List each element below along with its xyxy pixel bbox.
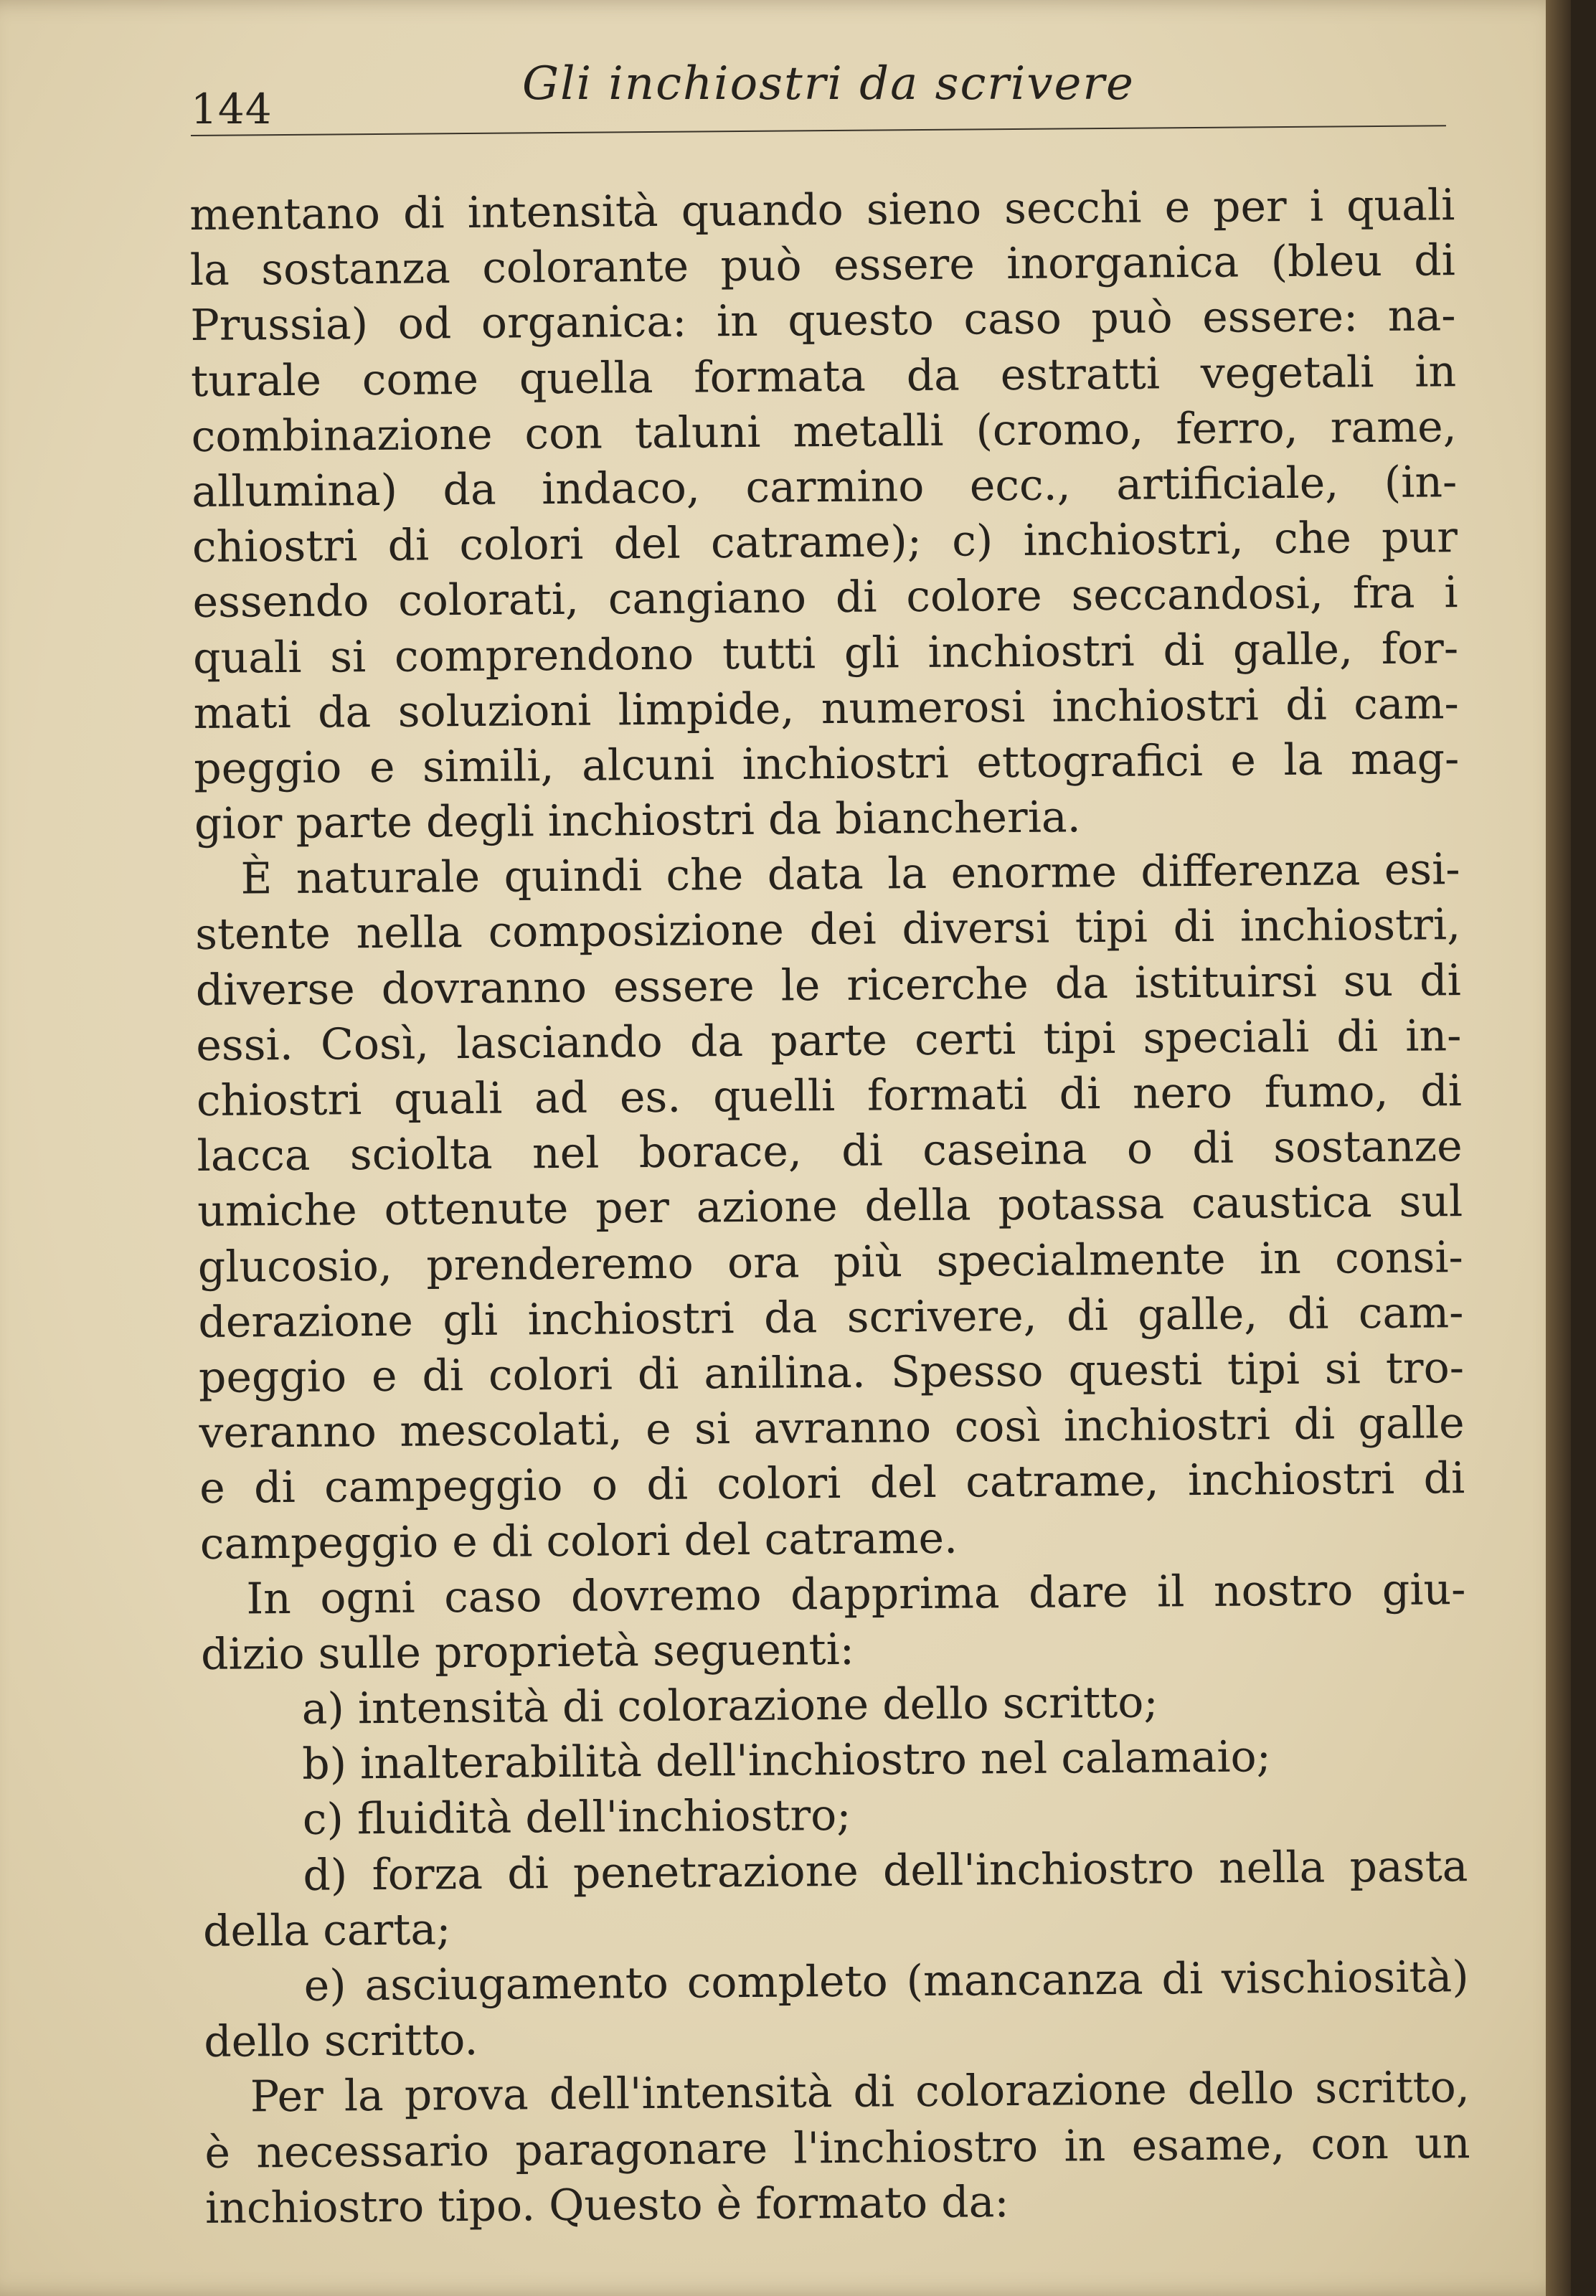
text-line: dizio sulle proprietà seguenti:: [200, 1624, 855, 1680]
text-line: quali si comprendono tutti gli inchiostri di galle, for-: [192, 623, 1459, 684]
text-line: inchiostro tipo. Questo è formato da:: [204, 2176, 1009, 2234]
text-line: essendo colorati, cangiano di colore seccandosi, fra i: [192, 567, 1458, 628]
book-spine: [1546, 0, 1571, 2296]
text-line: allumina) da indaco, carmino ecc., artificiale, (in-: [192, 457, 1458, 517]
text-line: della carta;: [202, 1904, 451, 1957]
list-item-a: a) intensità di colorazione dello scritto;: [301, 1677, 1158, 1734]
text-line: turale come quella formata da estratti vegetali in: [190, 346, 1457, 407]
text-line: peggio e simili, alcuni inchiostri ettografici e la mag-: [194, 733, 1460, 794]
text-line: umiche ottenute per azione della potassa caustica sul: [197, 1176, 1463, 1237]
text-line: derazione gli inchiostri da scrivere, di galle, di cam-: [198, 1287, 1464, 1348]
text-line: la sostanza colorante può essere inorganica (bleu di: [189, 235, 1456, 296]
list-item-b: b) inalterabilità dell'inchiostro nel calamaio;: [301, 1732, 1272, 1790]
paragraph-start: In ogni caso dovremo dapprima dare il nostro giu-: [246, 1564, 1466, 1625]
text-line: essi. Così, lasciando da parte certi tipi speciali di in-: [196, 1010, 1462, 1071]
text-line: e di campeggio o di colori del catrame, inchiostri di: [199, 1453, 1465, 1514]
text-line: mati da soluzioni limpide, numerosi inchiostri di cam-: [193, 678, 1459, 739]
text-line: diverse dovranno essere le ricerche da istituirsi su di: [195, 955, 1462, 1016]
page-number: 144: [191, 85, 273, 133]
text-line: è necessario paragonare l'inchiostro in esame, con un: [204, 2117, 1470, 2178]
paragraph-start: È naturale quindi che data la enorme differenza esi-: [240, 844, 1460, 904]
text-line: chiostri quali ad es. quelli formati di nero fumo, di: [196, 1066, 1463, 1126]
text-line: glucosio, prenderemo ora più specialmente in consi-: [197, 1232, 1464, 1293]
text-line: combinazione con taluni metalli (cromo, ferro, rame,: [191, 401, 1457, 462]
text-line: lacca sciolta nel borace, di caseina o di sostanze: [197, 1121, 1463, 1182]
list-item-e: e) asciugamento completo (mancanza di vischiosità): [303, 1952, 1469, 2011]
text-line: mentano di intensità quando sieno secchi e per i quali: [189, 180, 1455, 240]
header-rule: [191, 125, 1446, 136]
text-line: veranno mescolati, e si avranno così inchiostri di galle: [199, 1398, 1465, 1459]
text-line: stente nella composizione dei diversi tipi di inchiostri,: [194, 899, 1461, 960]
text-line: chiostri di colori del catrame); c) inchiostri, che pur: [192, 512, 1458, 573]
text-line: campeggio e di colori del catrame.: [199, 1513, 958, 1569]
running-title: Gli inchiostri da scrivere: [522, 57, 1135, 110]
text-line: Prussia) od organica: in questo caso può essere: na-: [190, 290, 1456, 351]
paragraph-start: Per la prova dell'intensità di colorazione dello scritto,: [250, 2062, 1470, 2122]
text-line: dello scritto.: [204, 2015, 478, 2068]
body-text: [189, 178, 1470, 2236]
list-item-c: c) fluidità dell'inchiostro;: [302, 1790, 851, 1846]
text-line: peggio e di colori di anilina. Spesso questi tipi si tro-: [198, 1343, 1465, 1403]
text-line: gior parte degli inchiostri da biancheria.: [194, 792, 1081, 850]
list-item-d: d) forza di penetrazione dell'inchiostro nella pasta: [303, 1841, 1468, 1901]
